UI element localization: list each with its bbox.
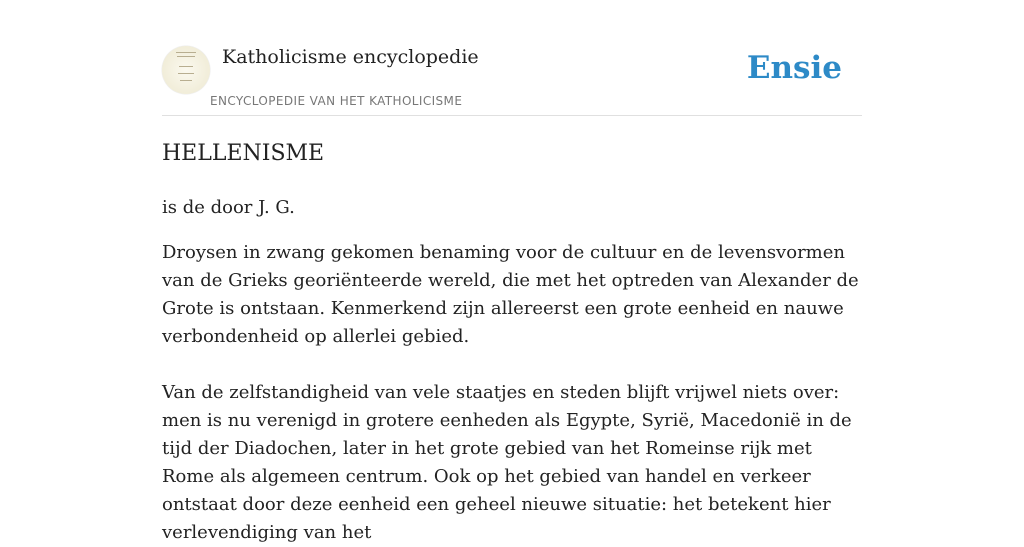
brand-logo[interactable]: Ensie [746,50,842,86]
header [162,0,862,116]
encyclopedia-avatar[interactable] [162,46,210,94]
page-title: HELLENISME [162,141,325,166]
site-title[interactable]: Katholicisme encyclopedie [222,46,479,68]
site-subtitle: ENCYCLOPEDIE VAN HET KATHOLICISME [210,94,463,108]
article-paragraph: Van de zelfstandigheid van vele staatjes en steden blijft vrijwel niets over: men is nu verenigd in grotere eenheden als Egypte, Syrië, Macedonië in de tijd der Diadochen, later in het grote gebied van het Romeinse rijk met Rome als algemeen centrum. Ook op het gebied van handel en verkeer ontstaat door deze eenheid een geheel nieuwe situatie: het betekent hier verlevendiging van het [162,382,852,543]
article-intro: is de door J. G. [162,197,295,218]
page [162,0,862,543]
article-paragraph: Droysen in zwang gekomen benaming voor de cultuur en de levensvormen van de Grieks georiënteerde wereld, die met het optreden van Alexander de Grote is ontstaan. Kenmerkend zijn allereerst een grote eenheid en nauwe verbondenheid op allerlei gebied. [162,242,859,347]
